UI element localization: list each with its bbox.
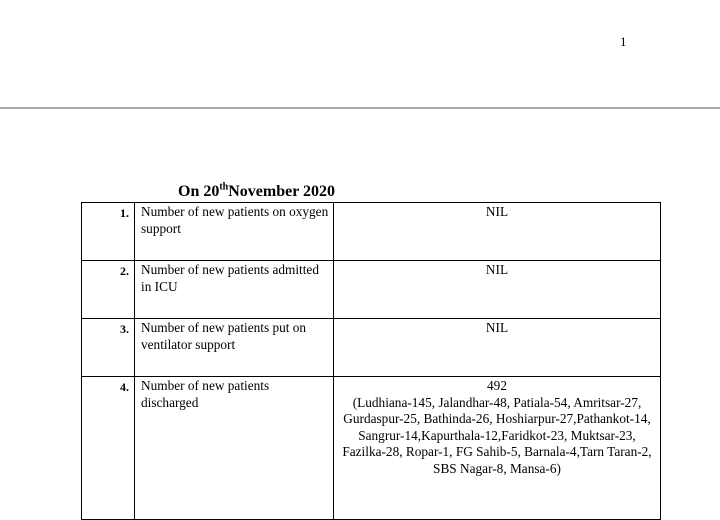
row-value-cell — [334, 377, 661, 520]
heading-suffix: November 2020 — [228, 183, 336, 200]
row-description: Number of new patients admitted in ICU — [135, 261, 334, 319]
row-value: NIL — [334, 203, 661, 261]
heading-prefix: On 20 — [178, 183, 220, 200]
table-row — [82, 261, 661, 319]
table-row — [82, 203, 661, 261]
report-date-heading — [178, 183, 335, 201]
discharged-total: 492 — [487, 378, 507, 393]
patient-status-table — [81, 202, 661, 520]
table-row — [82, 319, 661, 377]
header-divider — [0, 107, 720, 109]
page-number: 1 — [620, 34, 627, 49]
row-description: Number of new patients on oxygen support — [135, 203, 334, 261]
district-breakdown: (Ludhiana-145, Jalandhar-48, Patiala-54, Amritsar-27, Gurdaspur-25, Bathinda-26, Hoshiarpur-27,Pathankot-14, Sangrur-14,Kapurthala-12,Faridkot-23, Muktsar-23, Fazilka-28, Ropar-1, FG Sahib-5, Barnala-4,Tarn Taran-2, SBS Nagar-8, Mansa-6) — [342, 394, 652, 476]
row-value: NIL — [334, 319, 661, 377]
row-value: NIL — [334, 261, 661, 319]
serial-number: 1. — [82, 203, 135, 261]
heading-superscript: th — [219, 181, 229, 193]
serial-number: 2. — [82, 261, 135, 319]
table-row — [82, 377, 661, 520]
serial-number: 4. — [82, 377, 135, 520]
row-description: Number of new patients discharged — [135, 377, 334, 520]
row-description: Number of new patients put on ventilator support — [135, 319, 334, 377]
serial-number: 3. — [82, 319, 135, 377]
